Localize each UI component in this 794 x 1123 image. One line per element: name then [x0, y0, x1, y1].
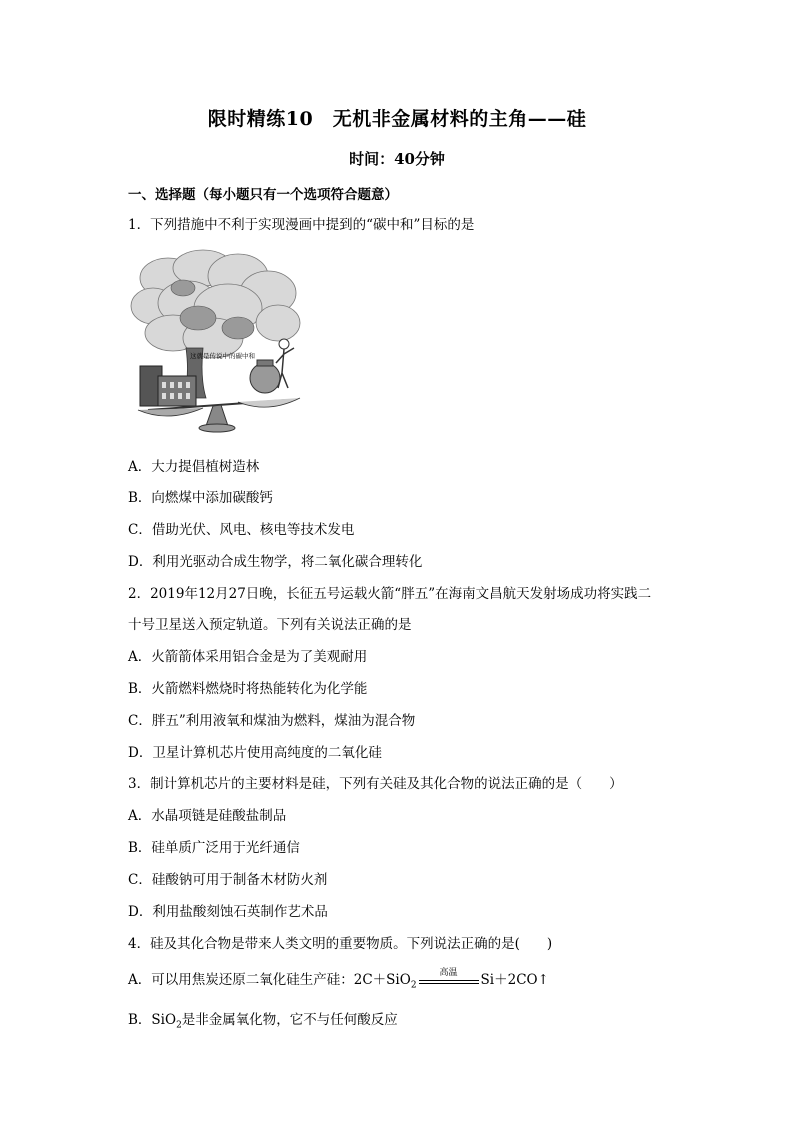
q2-stem-line1: 2．2019年12月27日晚，长征五号运载火箭“胖五”在海南文昌航天发射场成功将实践二 [128, 586, 652, 602]
q3-stem: 3．制计算机芯片的主要材料是硅，下列有关硅及其化合物的说法正确的是（ ） [128, 776, 623, 792]
q4-stem: 4．硅及其化合物是带来人类文明的重要物质。下列说法正确的是( ) [128, 936, 553, 952]
q3-option-d: D．利用盐酸刻蚀石英制作艺术品 [128, 904, 328, 920]
reaction-condition: 高温 [439, 967, 458, 978]
q1-option-a: A．大力提倡植树造林 [128, 459, 260, 475]
time-limit: 时间：40分钟 [349, 150, 445, 168]
q4-option-b-suffix: 是非金属氧化物，它不与任何酸反应 [181, 1012, 398, 1028]
q4-option-b-subscript: 2 [176, 1020, 182, 1031]
q4-option-a-suffix: Si＋2CO↑ [480, 972, 549, 988]
q4-option-a-prefix: A．可以用焦炭还原二氧化硅生产硅：2C＋SiO [128, 972, 411, 988]
q1-stem: 1．下列措施中不利于实现漫画中提到的“碳中和”目标的是 [128, 217, 475, 233]
cartoon-caption: 这就是传说中的碳中和 [190, 352, 255, 360]
carbon-neutral-cartoon [128, 248, 313, 436]
q1-option-b: B．向燃煤中添加碳酸钙 [128, 490, 273, 506]
q3-option-b: B．硅单质广泛用于光纤通信 [128, 840, 300, 856]
q4-option-a-subscript: 2 [410, 980, 417, 991]
reaction-condition-arrow [419, 967, 479, 988]
q2-option-b: B．火箭燃料燃烧时将热能转化为化学能 [128, 681, 368, 697]
q2-stem-line2: 十号卫星送入预定轨道。下列有关说法正确的是 [128, 617, 412, 633]
q2-option-d: D．卫星计算机芯片使用高纯度的二氧化硅 [128, 745, 382, 761]
q4-option-a [128, 968, 549, 991]
page-title: 限时精练10 无机非金属材料的主角——硅 [207, 108, 587, 130]
q2-option-c: C．胖五”利用液氧和煤油为燃料，煤油为混合物 [128, 713, 416, 729]
q2-option-a: A．火箭箭体采用铝合金是为了美观耐用 [128, 649, 368, 665]
q1-option-c: C．借助光伏、风电、核电等技术发电 [128, 522, 355, 538]
q3-option-a: A．水晶项链是硅酸盐制品 [128, 808, 287, 824]
section-heading: 一、选择题（每小题只有一个选项符合题意） [128, 187, 398, 203]
q4-option-b [128, 1008, 398, 1031]
q1-option-d: D．利用光驱动合成生物学，将二氧化碳合理转化 [128, 554, 423, 570]
q4-option-b-prefix: B．SiO [128, 1012, 177, 1028]
q3-option-c: C．硅酸钠可用于制备木材防火剂 [128, 872, 328, 888]
